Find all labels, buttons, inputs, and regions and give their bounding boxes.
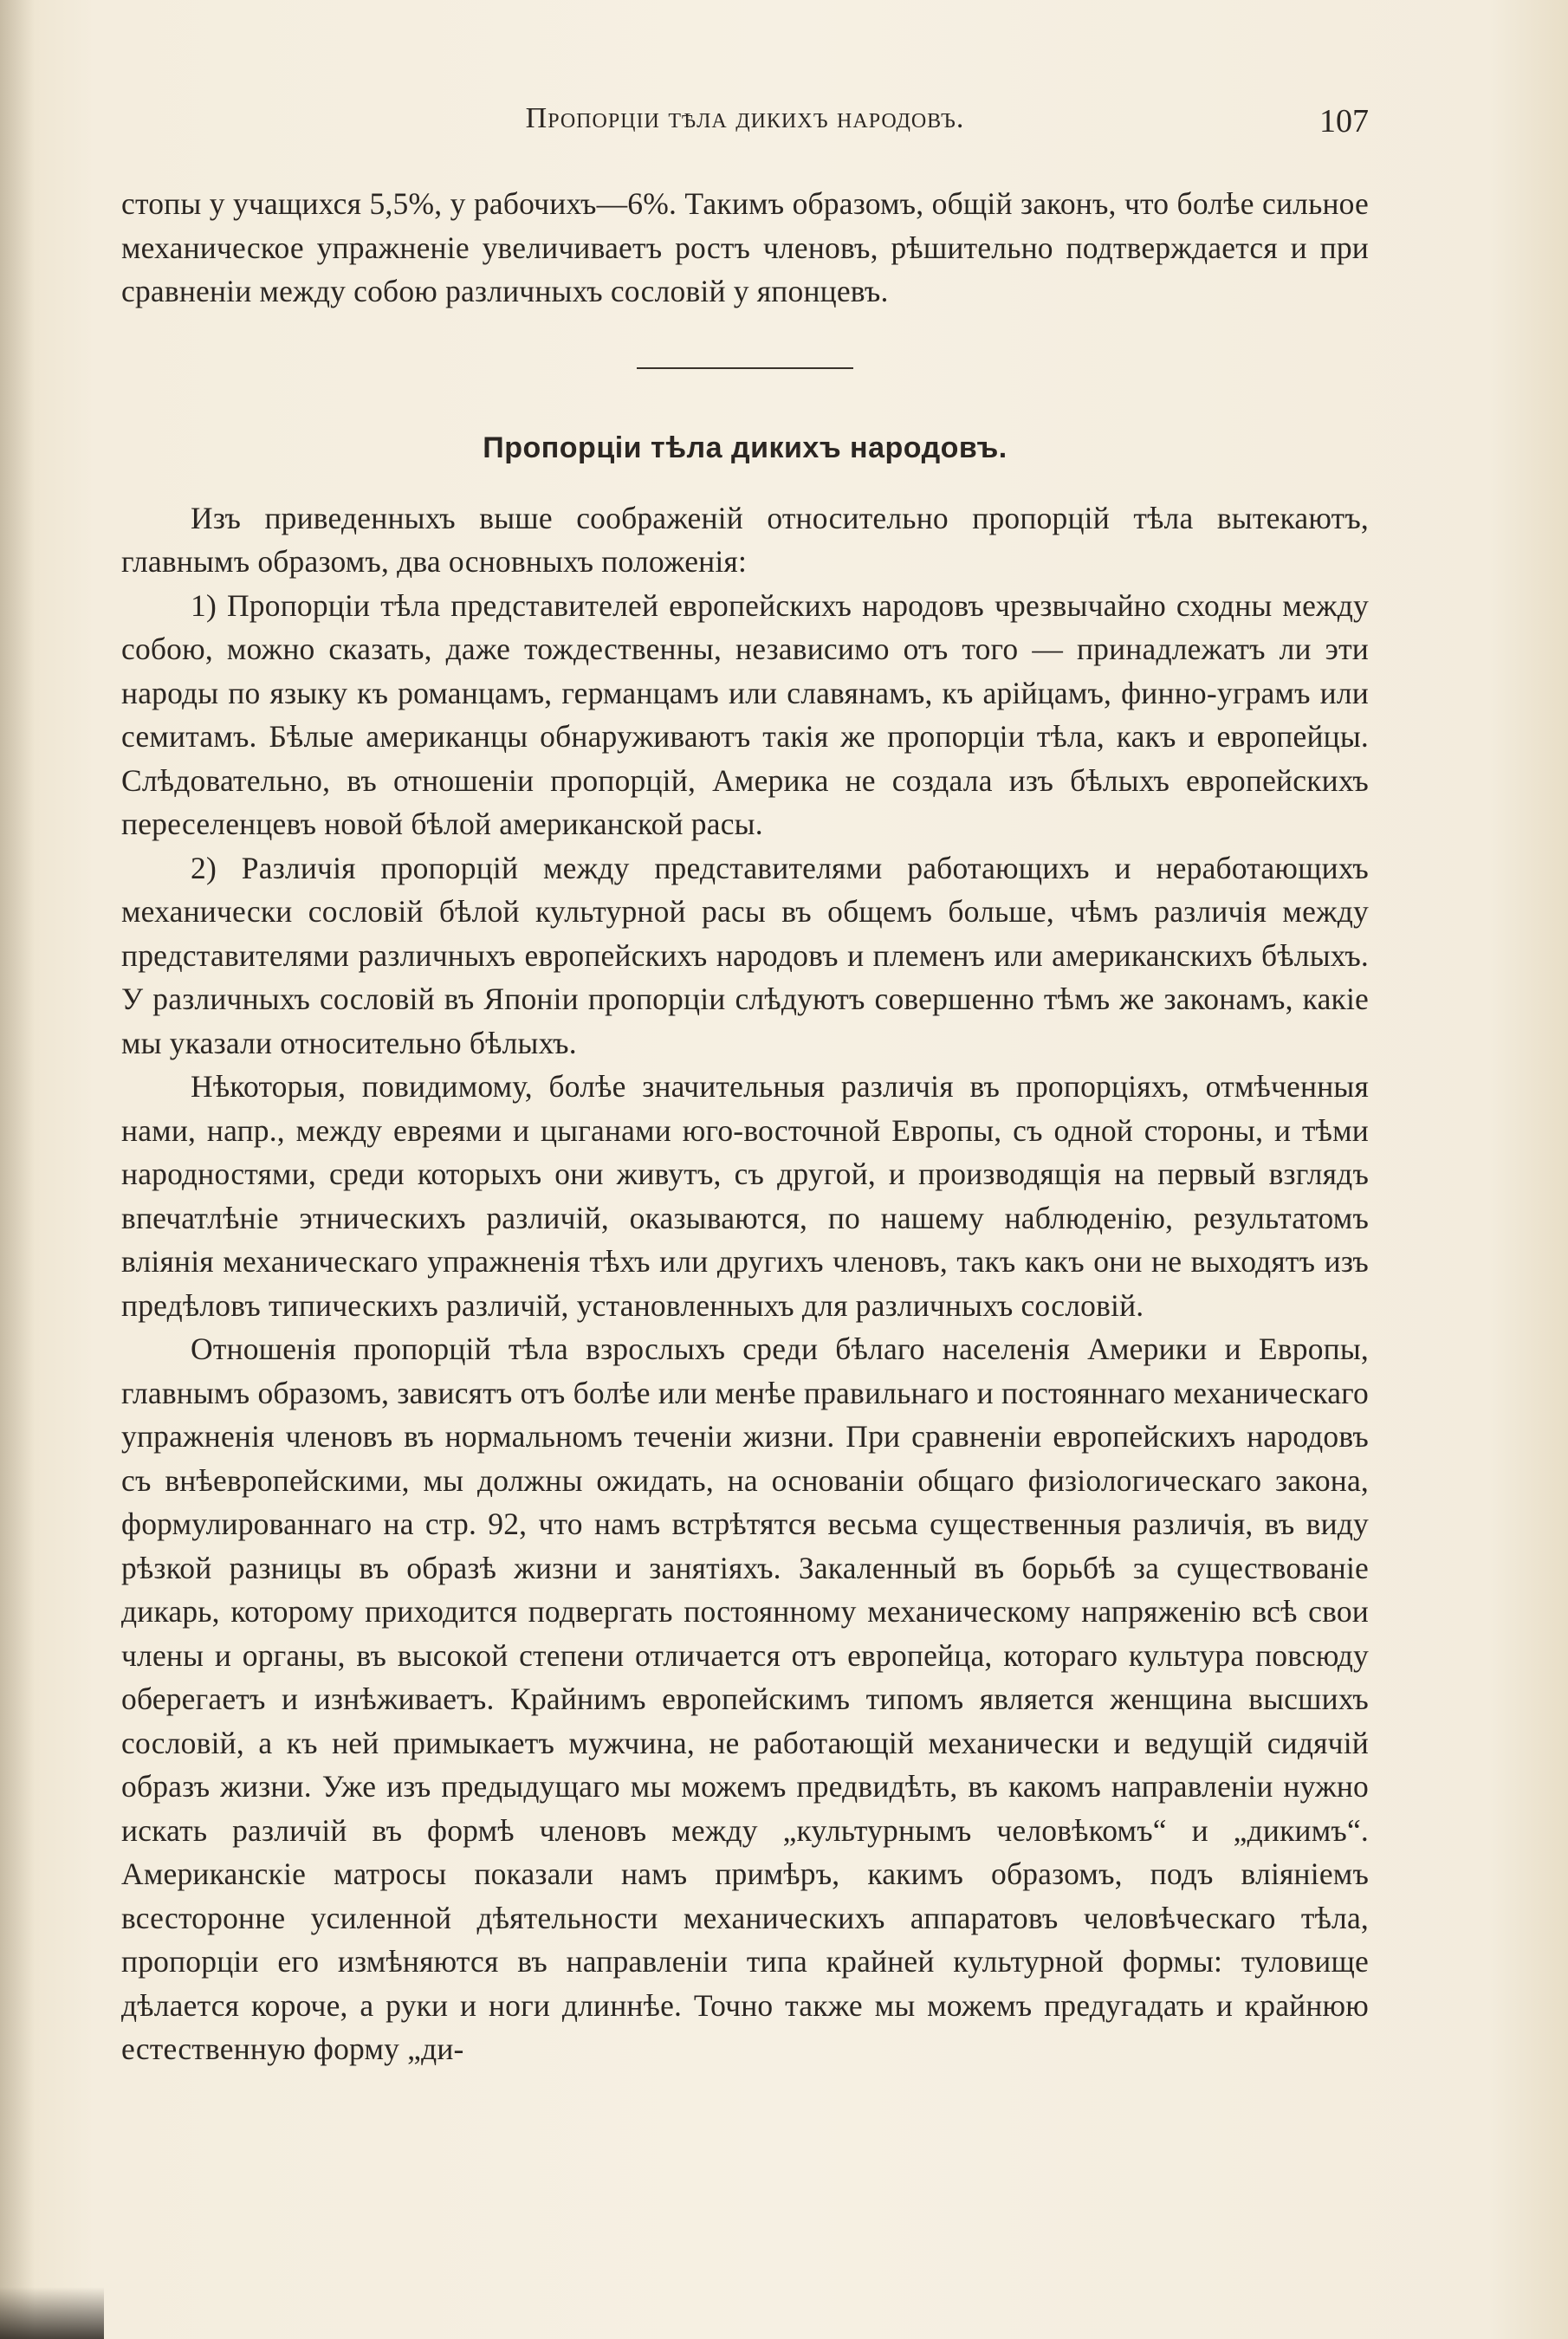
body-paragraph: Нѣкоторыя, повидимому, болѣе значительныя различія въ пропорціяхъ, отмѣченныя нами, напр., между евреями и цыганами юго-восточной Европы, съ одной стороны, и тѣми народностями, среди которыхъ они живутъ, съ другой, и производящія на первый взглядъ впечатлѣніе этническихъ различій, оказываются, по нашему наблюденію, результатомъ вліянія механическаго упражненія тѣхъ или другихъ членовъ, такъ какъ они не выходятъ изъ предѣловъ типическихъ различій, установленныхъ для различныхъ сословій. xyxy=(121,1069,1369,1323)
page-body xyxy=(121,182,1369,2071)
running-title: Пропорціи тѣла дикихъ народовъ. xyxy=(525,102,965,134)
running-header xyxy=(121,102,1369,154)
page-corner-shadow xyxy=(0,2287,104,2339)
body-paragraph: 2) Различія пропорцій между представителями работающихъ и неработающихъ механически сословій бѣлой культурной расы въ общемъ больше, чѣмъ различія между представителями различныхъ европейскихъ народовъ и племенъ или американскихъ бѣлыхъ. У различныхъ сословій въ Японіи пропорціи слѣдуютъ совершенно тѣмъ же законамъ, какіе мы указали относительно бѣлыхъ. xyxy=(121,850,1369,1060)
page-number: 107 xyxy=(1319,103,1369,139)
section-heading: Пропорціи тѣла дикихъ народовъ. xyxy=(483,431,1008,464)
body-paragraph: Изъ приведенныхъ выше соображеній относительно пропорцій тѣла вытекаютъ, главнымъ образомъ, два основныхъ положенія: xyxy=(121,500,1369,579)
body-paragraph: 1) Пропорціи тѣла представителей европейскихъ народовъ чрезвычайно сходны между собою, можно сказать, даже тождественны, независимо отъ того — принадлежатъ ли эти народы по языку къ романцамъ, германцамъ или славянамъ, къ арійцамъ, финно-уграмъ или семитамъ. Бѣлые американцы обнаруживаютъ такія же пропорціи тѣла, какъ и европейцы. Слѣдовательно, въ отношеніи пропорцій, Америка не создала изъ бѣлыхъ европейскихъ переселенцевъ новой бѣлой американской расы. xyxy=(121,587,1369,841)
body-paragraph: Отношенія пропорцій тѣла взрослыхъ среди бѣлаго населенія Америки и Европы, главнымъ образомъ, зависятъ отъ болѣе или менѣе правильнаго и постояннаго механическаго упражненія членовъ въ нормальномъ теченіи жизни. При сравненіи европейскихъ народовъ съ внѣевропейскими, мы должны ожидать, на основаніи общаго физіологическаго закона, формулированнаго на стр. 92, что намъ встрѣтятся весьма существенныя различія, въ виду рѣзкой разницы въ образѣ жизни и занятіяхъ. Закаленный въ борьбѣ за существованіе дикарь, которому приходится подвергать постоянному механическому напряженію всѣ свои члены и органы, въ высокой степени отличается отъ европейца, котораго культура повсюду оберегаетъ и изнѣживаетъ. Крайнимъ европейскимъ типомъ является женщина высшихъ сословій, а къ ней примыкаетъ мужчина, не работающій механически и ведущій сидячій образъ жизни. Уже изъ предыдущаго мы можемъ предвидѣть, въ какомъ направленіи нужно искать различій въ формѣ членовъ между „культурнымъ человѣкомъ“ и „дикимъ“. Американскіе матросы показали намъ примѣръ, какимъ образомъ, подъ вліяніемъ всесторонне усиленной дѣятельности механическихъ аппаратовъ человѣческаго тѣла, пропорціи его измѣняются въ направленіи типа крайней культурной формы: туловище дѣлается короче, а руки и ноги длиннѣе. Точно также мы можемъ предугадать и крайнюю естественную форму „ди- xyxy=(121,1331,1369,2066)
section-divider xyxy=(637,367,853,369)
page-edge-shadow xyxy=(0,0,35,2339)
intro-paragraph: стопы у учащихся 5,5%, у рабочихъ—6%. Такимъ образомъ, общій законъ, что болѣе сильное механическое упражненіе увеличиваетъ ростъ членовъ, рѣшительно подтверждается и при сравненіи между собою различныхъ сословій у японцевъ. xyxy=(121,186,1369,308)
